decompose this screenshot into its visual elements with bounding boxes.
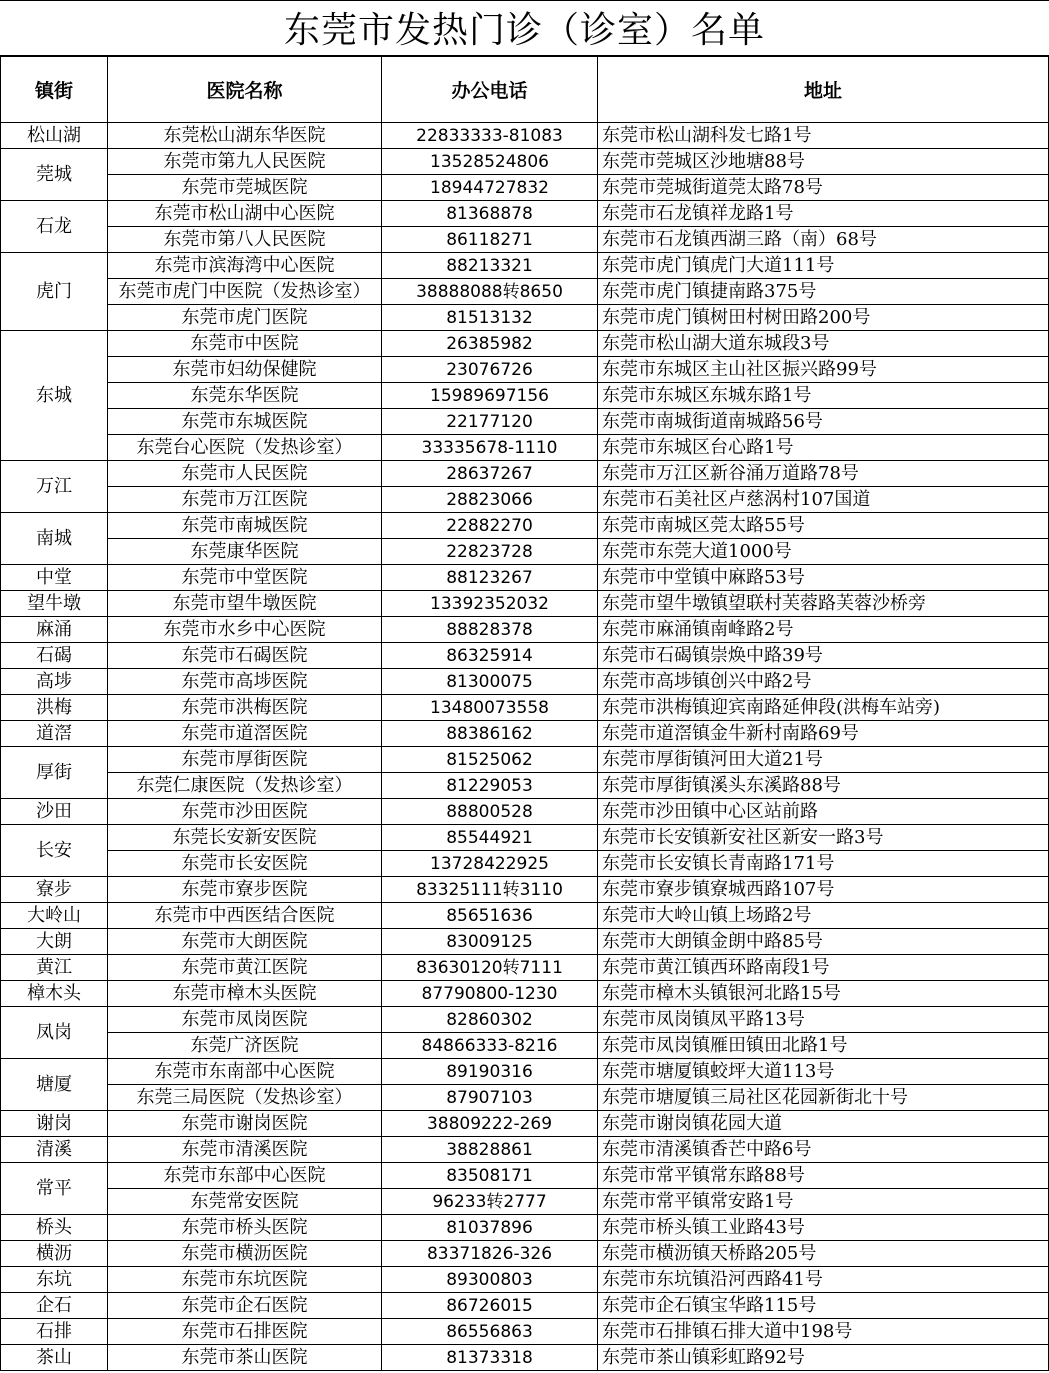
table-row <box>1 409 1049 435</box>
phone-cell: 81229053 <box>382 773 598 799</box>
table-row <box>1 201 1049 227</box>
phone-cell: 22177120 <box>382 409 598 435</box>
phone-cell: 88800528 <box>382 799 598 825</box>
table-row <box>1 279 1049 305</box>
hospital-cell: 东莞市滨海湾中心医院 <box>108 253 382 279</box>
table-row <box>1 357 1049 383</box>
phone-cell: 86325914 <box>382 643 598 669</box>
hospital-cell: 东莞市水乡中心医院 <box>108 617 382 643</box>
town-cell: 中堂 <box>1 565 108 591</box>
town-cell: 石龙 <box>1 201 108 253</box>
hospital-cell: 东莞市沙田医院 <box>108 799 382 825</box>
hospital-cell: 东莞市东部中心医院 <box>108 1163 382 1189</box>
table-row <box>1 331 1049 357</box>
address-cell: 东莞市松山湖科发七路1号 <box>598 123 1049 149</box>
address-cell: 东莞市东城区台心路1号 <box>598 435 1049 461</box>
town-cell: 道滘 <box>1 721 108 747</box>
table-row <box>1 383 1049 409</box>
hospital-cell: 东莞市高埗医院 <box>108 669 382 695</box>
hospital-cell: 东莞市大朗医院 <box>108 929 382 955</box>
phone-cell: 28637267 <box>382 461 598 487</box>
phone-cell: 38809222-269 <box>382 1111 598 1137</box>
phone-cell: 83009125 <box>382 929 598 955</box>
table-row <box>1 747 1049 773</box>
hospital-cell: 东莞市樟木头医院 <box>108 981 382 1007</box>
table-row <box>1 487 1049 513</box>
hospital-cell: 东莞市厚街医院 <box>108 747 382 773</box>
phone-cell: 83630120转7111 <box>382 955 598 981</box>
fever-clinic-table <box>0 56 1049 1371</box>
address-cell: 东莞市石排镇石排大道中198号 <box>598 1319 1049 1345</box>
town-cell: 麻涌 <box>1 617 108 643</box>
address-cell: 东莞市企石镇宝华路115号 <box>598 1293 1049 1319</box>
address-cell: 东莞市麻涌镇南峰路2号 <box>598 617 1049 643</box>
phone-cell: 87907103 <box>382 1085 598 1111</box>
hospital-cell: 东莞市万江医院 <box>108 487 382 513</box>
address-cell: 东莞市东城区东城东路1号 <box>598 383 1049 409</box>
table-row <box>1 1163 1049 1189</box>
address-cell: 东莞市桥头镇工业路43号 <box>598 1215 1049 1241</box>
town-cell: 樟木头 <box>1 981 108 1007</box>
town-cell: 寮步 <box>1 877 108 903</box>
hospital-cell: 东莞康华医院 <box>108 539 382 565</box>
table-row <box>1 981 1049 1007</box>
phone-cell: 86726015 <box>382 1293 598 1319</box>
header-hospital: 医院名称 <box>108 57 382 123</box>
address-cell: 东莞市虎门镇虎门大道111号 <box>598 253 1049 279</box>
address-cell: 东莞市南城街道南城路56号 <box>598 409 1049 435</box>
hospital-cell: 东莞广济医院 <box>108 1033 382 1059</box>
town-cell: 常平 <box>1 1163 108 1215</box>
header-phone: 办公电话 <box>382 57 598 123</box>
phone-cell: 22823728 <box>382 539 598 565</box>
address-cell: 东莞市虎门镇树田村树田路200号 <box>598 305 1049 331</box>
phone-cell: 28823066 <box>382 487 598 513</box>
table-row <box>1 851 1049 877</box>
table-row <box>1 1241 1049 1267</box>
table-row <box>1 539 1049 565</box>
table-row <box>1 643 1049 669</box>
town-cell: 洪梅 <box>1 695 108 721</box>
hospital-cell: 东莞三局医院（发热诊室） <box>108 1085 382 1111</box>
hospital-cell: 东莞长安新安医院 <box>108 825 382 851</box>
hospital-cell: 东莞市第八人民医院 <box>108 227 382 253</box>
address-cell: 东莞市万江区新谷涌万道路78号 <box>598 461 1049 487</box>
hospital-cell: 东莞市中西医结合医院 <box>108 903 382 929</box>
address-cell: 东莞市洪梅镇迎宾南路延伸段(洪梅车站旁) <box>598 695 1049 721</box>
address-cell: 东莞市凤岗镇雁田镇田北路1号 <box>598 1033 1049 1059</box>
address-cell: 东莞市寮步镇寮城西路107号 <box>598 877 1049 903</box>
phone-cell: 81525062 <box>382 747 598 773</box>
table-row <box>1 565 1049 591</box>
table-row <box>1 773 1049 799</box>
town-cell: 高埗 <box>1 669 108 695</box>
hospital-cell: 东莞台心医院（发热诊室） <box>108 435 382 461</box>
address-cell: 东莞市塘厦镇蛟坪大道113号 <box>598 1059 1049 1085</box>
hospital-cell: 东莞市企石医院 <box>108 1293 382 1319</box>
table-row <box>1 461 1049 487</box>
phone-cell: 13528524806 <box>382 149 598 175</box>
table-row <box>1 1215 1049 1241</box>
hospital-cell: 东莞市长安医院 <box>108 851 382 877</box>
hospital-cell: 东莞市横沥医院 <box>108 1241 382 1267</box>
town-cell: 望牛墩 <box>1 591 108 617</box>
header-town: 镇街 <box>1 57 108 123</box>
table-row <box>1 799 1049 825</box>
hospital-cell: 东莞市南城医院 <box>108 513 382 539</box>
address-cell: 东莞市石碣镇崇焕中路39号 <box>598 643 1049 669</box>
town-cell: 企石 <box>1 1293 108 1319</box>
town-cell: 长安 <box>1 825 108 877</box>
table-row <box>1 877 1049 903</box>
phone-cell: 96233转2777 <box>382 1189 598 1215</box>
hospital-cell: 东莞市莞城医院 <box>108 175 382 201</box>
phone-cell: 86556863 <box>382 1319 598 1345</box>
table-row <box>1 1033 1049 1059</box>
phone-cell: 81037896 <box>382 1215 598 1241</box>
address-cell: 东莞市长安镇长青南路171号 <box>598 851 1049 877</box>
hospital-cell: 东莞市东南部中心医院 <box>108 1059 382 1085</box>
address-cell: 东莞市莞城街道莞太路78号 <box>598 175 1049 201</box>
town-cell: 横沥 <box>1 1241 108 1267</box>
hospital-cell: 东莞市石碣医院 <box>108 643 382 669</box>
town-cell: 厚街 <box>1 747 108 799</box>
page-title: 东莞市发热门诊（诊室）名单 <box>0 0 1049 56</box>
table-row <box>1 695 1049 721</box>
hospital-cell: 东莞市清溪医院 <box>108 1137 382 1163</box>
address-cell: 东莞市道滘镇金牛新村南路69号 <box>598 721 1049 747</box>
header-address: 地址 <box>598 57 1049 123</box>
hospital-cell: 东莞松山湖东华医院 <box>108 123 382 149</box>
table-row <box>1 1293 1049 1319</box>
address-cell: 东莞市中堂镇中麻路53号 <box>598 565 1049 591</box>
hospital-cell: 东莞市寮步医院 <box>108 877 382 903</box>
hospital-cell: 东莞市第九人民医院 <box>108 149 382 175</box>
phone-cell: 23076726 <box>382 357 598 383</box>
address-cell: 东莞市谢岗镇花园大道 <box>598 1111 1049 1137</box>
table-row <box>1 175 1049 201</box>
phone-cell: 89190316 <box>382 1059 598 1085</box>
address-cell: 东莞市望牛墩镇望联村芙蓉路芙蓉沙桥旁 <box>598 591 1049 617</box>
table-row <box>1 1267 1049 1293</box>
phone-cell: 38828861 <box>382 1137 598 1163</box>
table-row <box>1 435 1049 461</box>
town-cell: 石排 <box>1 1319 108 1345</box>
phone-cell: 83508171 <box>382 1163 598 1189</box>
address-cell: 东莞市长安镇新安社区新安一路3号 <box>598 825 1049 851</box>
hospital-cell: 东莞市人民医院 <box>108 461 382 487</box>
phone-cell: 83325111转3110 <box>382 877 598 903</box>
table-row <box>1 1189 1049 1215</box>
phone-cell: 81300075 <box>382 669 598 695</box>
table-row <box>1 1085 1049 1111</box>
table-row <box>1 1137 1049 1163</box>
table-row <box>1 903 1049 929</box>
address-cell: 东莞市黄江镇西环路南段1号 <box>598 955 1049 981</box>
phone-cell: 88386162 <box>382 721 598 747</box>
table-row <box>1 591 1049 617</box>
address-cell: 东莞市常平镇常东路88号 <box>598 1163 1049 1189</box>
table-row <box>1 253 1049 279</box>
address-cell: 东莞市横沥镇天桥路205号 <box>598 1241 1049 1267</box>
town-cell: 沙田 <box>1 799 108 825</box>
town-cell: 大朗 <box>1 929 108 955</box>
address-cell: 东莞市东莞大道1000号 <box>598 539 1049 565</box>
town-cell: 茶山 <box>1 1345 108 1371</box>
address-cell: 东莞市清溪镇香芒中路6号 <box>598 1137 1049 1163</box>
phone-cell: 88213321 <box>382 253 598 279</box>
town-cell: 塘厦 <box>1 1059 108 1111</box>
hospital-cell: 东莞市道滘医院 <box>108 721 382 747</box>
address-cell: 东莞市南城区莞太路55号 <box>598 513 1049 539</box>
address-cell: 东莞市塘厦镇三局社区花园新街北十号 <box>598 1085 1049 1111</box>
town-cell: 虎门 <box>1 253 108 331</box>
phone-cell: 81513132 <box>382 305 598 331</box>
phone-cell: 84866333-8216 <box>382 1033 598 1059</box>
phone-cell: 26385982 <box>382 331 598 357</box>
address-cell: 东莞市松山湖大道东城段3号 <box>598 331 1049 357</box>
town-cell: 谢岗 <box>1 1111 108 1137</box>
table-row <box>1 149 1049 175</box>
table-row <box>1 1319 1049 1345</box>
hospital-cell: 东莞东华医院 <box>108 383 382 409</box>
phone-cell: 81373318 <box>382 1345 598 1371</box>
hospital-cell: 东莞市虎门中医院（发热诊室） <box>108 279 382 305</box>
town-cell: 凤岗 <box>1 1007 108 1059</box>
table-header <box>1 57 1049 123</box>
table-row <box>1 513 1049 539</box>
address-cell: 东莞市高埗镇创兴中路2号 <box>598 669 1049 695</box>
town-cell: 松山湖 <box>1 123 108 149</box>
hospital-cell: 东莞市妇幼保健院 <box>108 357 382 383</box>
phone-cell: 83371826-326 <box>382 1241 598 1267</box>
address-cell: 东莞市石龙镇祥龙路1号 <box>598 201 1049 227</box>
header-row <box>1 57 1049 123</box>
address-cell: 东莞市大岭山镇上场路2号 <box>598 903 1049 929</box>
phone-cell: 85651636 <box>382 903 598 929</box>
hospital-cell: 东莞市凤岗医院 <box>108 1007 382 1033</box>
hospital-cell: 东莞市松山湖中心医院 <box>108 201 382 227</box>
address-cell: 东莞市厚街镇溪头东溪路88号 <box>598 773 1049 799</box>
phone-cell: 18944727832 <box>382 175 598 201</box>
hospital-cell: 东莞市望牛墩医院 <box>108 591 382 617</box>
phone-cell: 13392352032 <box>382 591 598 617</box>
address-cell: 东莞市沙田镇中心区站前路 <box>598 799 1049 825</box>
town-cell: 万江 <box>1 461 108 513</box>
phone-cell: 13480073558 <box>382 695 598 721</box>
hospital-cell: 东莞仁康医院（发热诊室） <box>108 773 382 799</box>
address-cell: 东莞市石龙镇西湖三路（南）68号 <box>598 227 1049 253</box>
hospital-cell: 东莞常安医院 <box>108 1189 382 1215</box>
table-row <box>1 1059 1049 1085</box>
table-row <box>1 1007 1049 1033</box>
town-cell: 东坑 <box>1 1267 108 1293</box>
table-row <box>1 825 1049 851</box>
town-cell: 石碣 <box>1 643 108 669</box>
address-cell: 东莞市东坑镇沿河西路41号 <box>598 1267 1049 1293</box>
phone-cell: 15989697156 <box>382 383 598 409</box>
phone-cell: 81368878 <box>382 201 598 227</box>
address-cell: 东莞市石美社区卢慈涡村107国道 <box>598 487 1049 513</box>
town-cell: 黄江 <box>1 955 108 981</box>
address-cell: 东莞市莞城区沙地塘88号 <box>598 149 1049 175</box>
phone-cell: 22882270 <box>382 513 598 539</box>
hospital-cell: 东莞市洪梅医院 <box>108 695 382 721</box>
phone-cell: 87790800-1230 <box>382 981 598 1007</box>
table-row <box>1 617 1049 643</box>
phone-cell: 38888088转8650 <box>382 279 598 305</box>
hospital-cell: 东莞市石排医院 <box>108 1319 382 1345</box>
address-cell: 东莞市凤岗镇凤平路13号 <box>598 1007 1049 1033</box>
phone-cell: 86118271 <box>382 227 598 253</box>
town-cell: 清溪 <box>1 1137 108 1163</box>
table-row <box>1 721 1049 747</box>
table-row <box>1 929 1049 955</box>
town-cell: 南城 <box>1 513 108 565</box>
phone-cell: 82860302 <box>382 1007 598 1033</box>
address-cell: 东莞市虎门镇捷南路375号 <box>598 279 1049 305</box>
phone-cell: 22833333-81083 <box>382 123 598 149</box>
hospital-cell: 东莞市中堂医院 <box>108 565 382 591</box>
address-cell: 东莞市大朗镇金朗中路85号 <box>598 929 1049 955</box>
address-cell: 东莞市樟木头镇银河北路15号 <box>598 981 1049 1007</box>
phone-cell: 85544921 <box>382 825 598 851</box>
hospital-cell: 东莞市黄江医院 <box>108 955 382 981</box>
town-cell: 大岭山 <box>1 903 108 929</box>
hospital-cell: 东莞市谢岗医院 <box>108 1111 382 1137</box>
table-body <box>1 123 1049 1371</box>
address-cell: 东莞市厚街镇河田大道21号 <box>598 747 1049 773</box>
table-row <box>1 305 1049 331</box>
hospital-cell: 东莞市桥头医院 <box>108 1215 382 1241</box>
town-cell: 桥头 <box>1 1215 108 1241</box>
hospital-cell: 东莞市中医院 <box>108 331 382 357</box>
address-cell: 东莞市茶山镇彩虹路92号 <box>598 1345 1049 1371</box>
phone-cell: 89300803 <box>382 1267 598 1293</box>
table-row <box>1 1111 1049 1137</box>
table-row <box>1 669 1049 695</box>
phone-cell: 13728422925 <box>382 851 598 877</box>
hospital-cell: 东莞市茶山医院 <box>108 1345 382 1371</box>
table-row <box>1 227 1049 253</box>
hospital-cell: 东莞市东城医院 <box>108 409 382 435</box>
phone-cell: 33335678-1110 <box>382 435 598 461</box>
town-cell: 东城 <box>1 331 108 461</box>
hospital-cell: 东莞市东坑医院 <box>108 1267 382 1293</box>
table-row <box>1 123 1049 149</box>
address-cell: 东莞市常平镇常安路1号 <box>598 1189 1049 1215</box>
table-row <box>1 1345 1049 1371</box>
phone-cell: 88828378 <box>382 617 598 643</box>
table-row <box>1 955 1049 981</box>
hospital-cell: 东莞市虎门医院 <box>108 305 382 331</box>
town-cell: 莞城 <box>1 149 108 201</box>
address-cell: 东莞市东城区主山社区振兴路99号 <box>598 357 1049 383</box>
phone-cell: 88123267 <box>382 565 598 591</box>
